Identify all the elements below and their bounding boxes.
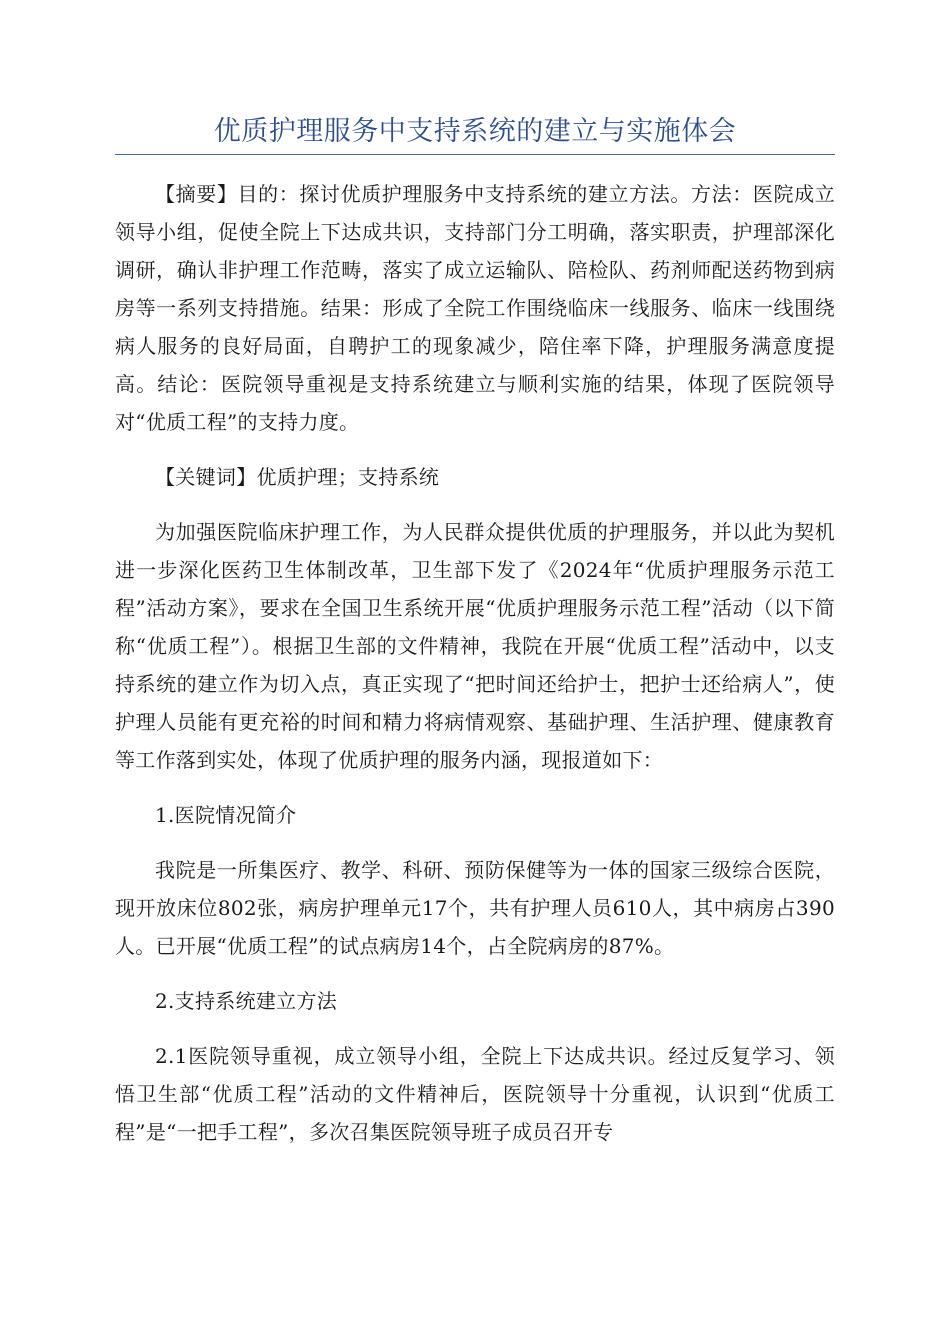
abstract-paragraph: 【摘要】目的：探讨优质护理服务中支持系统的建立方法。方法：医院成立领导小组，促使全院上下达成共识，支持部门分工明确，落实职责，护理部深化调研，确认非护理工作范畴，落实了成立运输队、陪检队、药剂师配送药物到病房等一系列支持措施。结果：形成了全院工作围绕临床一线服务、临床一线围绕病人服务的良好局面，自聘护工的现象减少，陪住率下降，护理服务满意度提高。结论：医院领导重视是支持系统建立与顺利实施的结果，体现了医院领导对“优质工程”的支持力度。 [115,182,835,434]
section-2-1-paragraph: 2.1医院领导重视，成立领导小组，全院上下达成共识。经过反复学习、领悟卫生部“优质工程”活动的文件精神后，医院领导十分重视，认识到“优质工程”是“一把手工程”，多次召集医院领导班子成员召开专 [115,1044,835,1144]
keywords-paragraph: 【关键词】优质护理；支持系统 [155,465,440,489]
document-body [115,175,835,1168]
title-underline [115,154,835,155]
section-1-heading: 1.医院情况简介 [155,803,297,827]
intro-paragraph: 为加强医院临床护理工作，为人民群众提供优质的护理服务，并以此为契机进一步深化医药卫生体制改革，卫生部下发了《2024年“优质护理服务示范工程”活动方案》，要求在全国卫生系统开展“优质护理服务示范工程”活动（以下简称“优质工程”）。根据卫生部的文件精神，我院在开展“优质工程”活动中，以支持系统的建立作为切入点，真正实现了“把时间还给护士，把护士还给病人”，使护理人员能有更充裕的时间和精力将病情观察、基础护理、生活护理、健康教育等工作落到实处，体现了优质护理的服务内涵，现报道如下： [115,520,835,772]
document-title: 优质护理服务中支持系统的建立与实施体会 [213,116,737,147]
section-1-paragraph: 我院是一所集医疗、教学、科研、预防保健等为一体的国家三级综合医院，现开放床位802张，病房护理单元17个，共有护理人员610人，其中病房占390人。已开展“优质工程”的试点病房14个，占全院病房的87%。 [115,858,835,958]
section-2-heading: 2.支持系统建立方法 [155,989,338,1013]
